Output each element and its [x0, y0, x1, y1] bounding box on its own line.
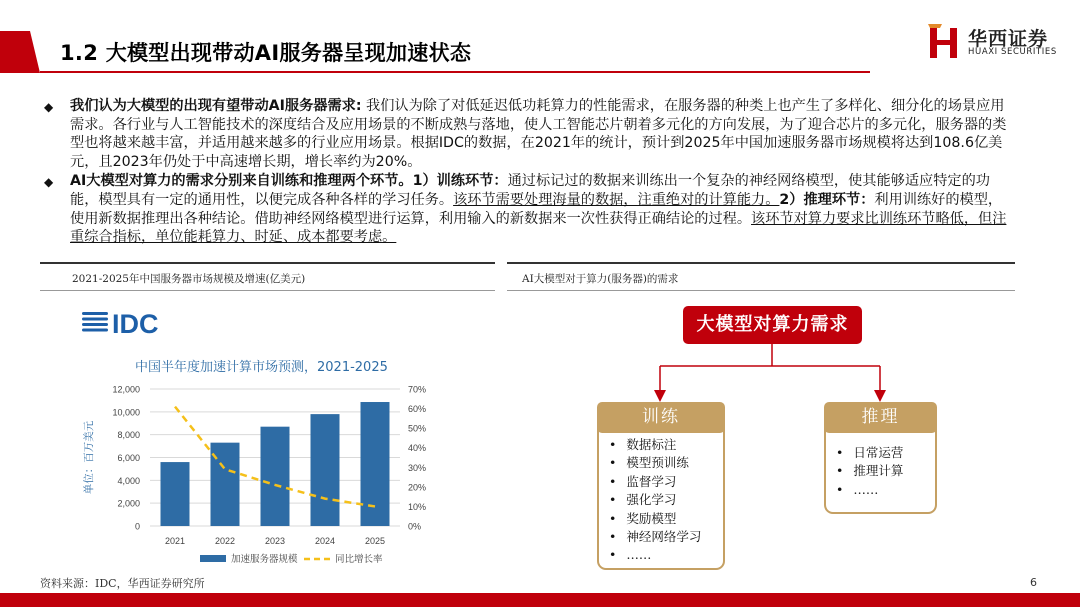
x-tick-label: 2023 — [264, 536, 286, 546]
y2-tick-label: 10% — [408, 501, 427, 512]
training-item: • 强化学习 — [609, 491, 701, 509]
inference-node: 推理 — [824, 402, 937, 433]
y-tick-label: 2,000 — [117, 498, 140, 509]
logo-english: HUAXI SECURITIES — [968, 47, 1057, 57]
bullet-underline: 该环节需要处理海量的数据，注重绝对的计算能力。 — [453, 191, 780, 208]
y-tick-label: 4,000 — [117, 475, 140, 486]
training-node: 训练 — [597, 402, 725, 433]
page-title: 1.2 大模型出现带动AI服务器呈现加速状态 — [60, 41, 472, 65]
bullet-text: 我们认为除了对低延迟低功耗算力的性能需求，在服务器的种类上也产生了多样化、细分化的场景应用需求。各行业与人工智能技术的深度结合及应用场景的不断成熟与落地，使人工智能芯片朝着多元化的方向发展，为了迎合芯片的多元化，服务器的类型也将越来越丰富，并适用越来越多的行业应用场景。根据IDC的数据，在2021年的统计，预计到2025年中国加速服务器市场规模将达到108.6亿美元，且2023年仍处于中高速增长期，增长率约为20%。 — [70, 98, 1007, 170]
bullet-lead: 2）推理环节： — [779, 191, 875, 208]
bullet-text: 利用训练好的模型，使用新数据推理出各种结论。借助神经网络模型进行运算，利用输入的新数据来一次性获得正确结论的过程。 — [70, 191, 1003, 227]
y2-tick-label: 60% — [408, 404, 427, 415]
training-box — [597, 418, 725, 570]
y-tick-label: 6,000 — [117, 453, 140, 463]
diamond-bullet-icon: ◆ — [44, 175, 54, 190]
svg-text:IDC: IDC — [112, 309, 159, 338]
root-node: 大模型对算力需求 — [683, 306, 862, 344]
x-tick-label: 2025 — [364, 536, 386, 546]
training-item: • 监督学习 — [609, 473, 701, 491]
bullet-lead: AI大模型对算力的需求分别来自训练和推理两个环节。1）训练环节： — [70, 173, 508, 190]
inference-item: • 日常运营 — [836, 444, 903, 462]
y2-tick-label: 20% — [408, 482, 427, 493]
logo-chinese: 华西证券 — [968, 28, 1049, 50]
training-item: • …… — [609, 546, 701, 564]
inference-item-list — [836, 444, 903, 499]
training-item: • 模型预训练 — [609, 454, 701, 472]
bullet-underline: 该环节对算力要求比训练环节略低，但注重综合指标，单位能耗算力、时延、成本都要考虑。 — [70, 210, 1007, 246]
training-item: • 奖励模型 — [609, 510, 701, 528]
training-item: • 神经网络学习 — [609, 528, 701, 546]
y-tick-label: 10,000 — [112, 407, 140, 418]
y-tick-label: 12,000 — [112, 384, 140, 395]
inference-item: • 推理计算 — [836, 462, 903, 480]
y2-tick-label: 30% — [408, 462, 427, 473]
y2-tick-label: 70% — [408, 384, 427, 395]
training-item: • 数据标注 — [609, 436, 701, 454]
x-tick-label: 2021 — [164, 536, 186, 546]
x-tick-label: 2022 — [214, 536, 236, 546]
y2-tick-label: 50% — [408, 423, 427, 434]
page-number: 6 — [1030, 576, 1037, 589]
left-panel-caption: 2021-2025年中国服务器市场规模及增速(亿美元) — [72, 273, 306, 285]
y2-tick-label: 40% — [408, 443, 427, 454]
chart-title: 中国半年度加速计算市场预测，2021-2025 — [135, 360, 388, 375]
y2-tick-label: 0% — [408, 521, 422, 532]
bullet-lead: 我们认为大模型的出现有望带动AI服务器需求: — [70, 98, 362, 114]
legend-bar-label: 加速服务器规模 — [231, 554, 298, 565]
y-tick-label: 8,000 — [117, 430, 140, 441]
x-tick-label: 2024 — [314, 536, 336, 546]
bullet-text: 通过标记过的数据来训练出一个复杂的神经网络模型，使其能够适应特定的功能，模型具有一定的通用性，以便完成各种各样的学习任务。 — [70, 173, 990, 208]
y-tick-label: 0 — [134, 521, 140, 532]
legend-line-label: 同比增长率 — [335, 554, 383, 565]
y-axis-label: 单位：百万美元 — [83, 420, 95, 495]
training-item-list — [609, 436, 701, 565]
right-panel-caption: AI大模型对于算力(服务器)的需求 — [522, 273, 679, 285]
diamond-bullet-icon: ◆ — [44, 100, 54, 114]
source-note: 资料来源：IDC，华西证券研究所 — [40, 577, 205, 590]
inference-item: • …… — [836, 481, 903, 499]
bottom-brand-bar — [0, 593, 1080, 607]
